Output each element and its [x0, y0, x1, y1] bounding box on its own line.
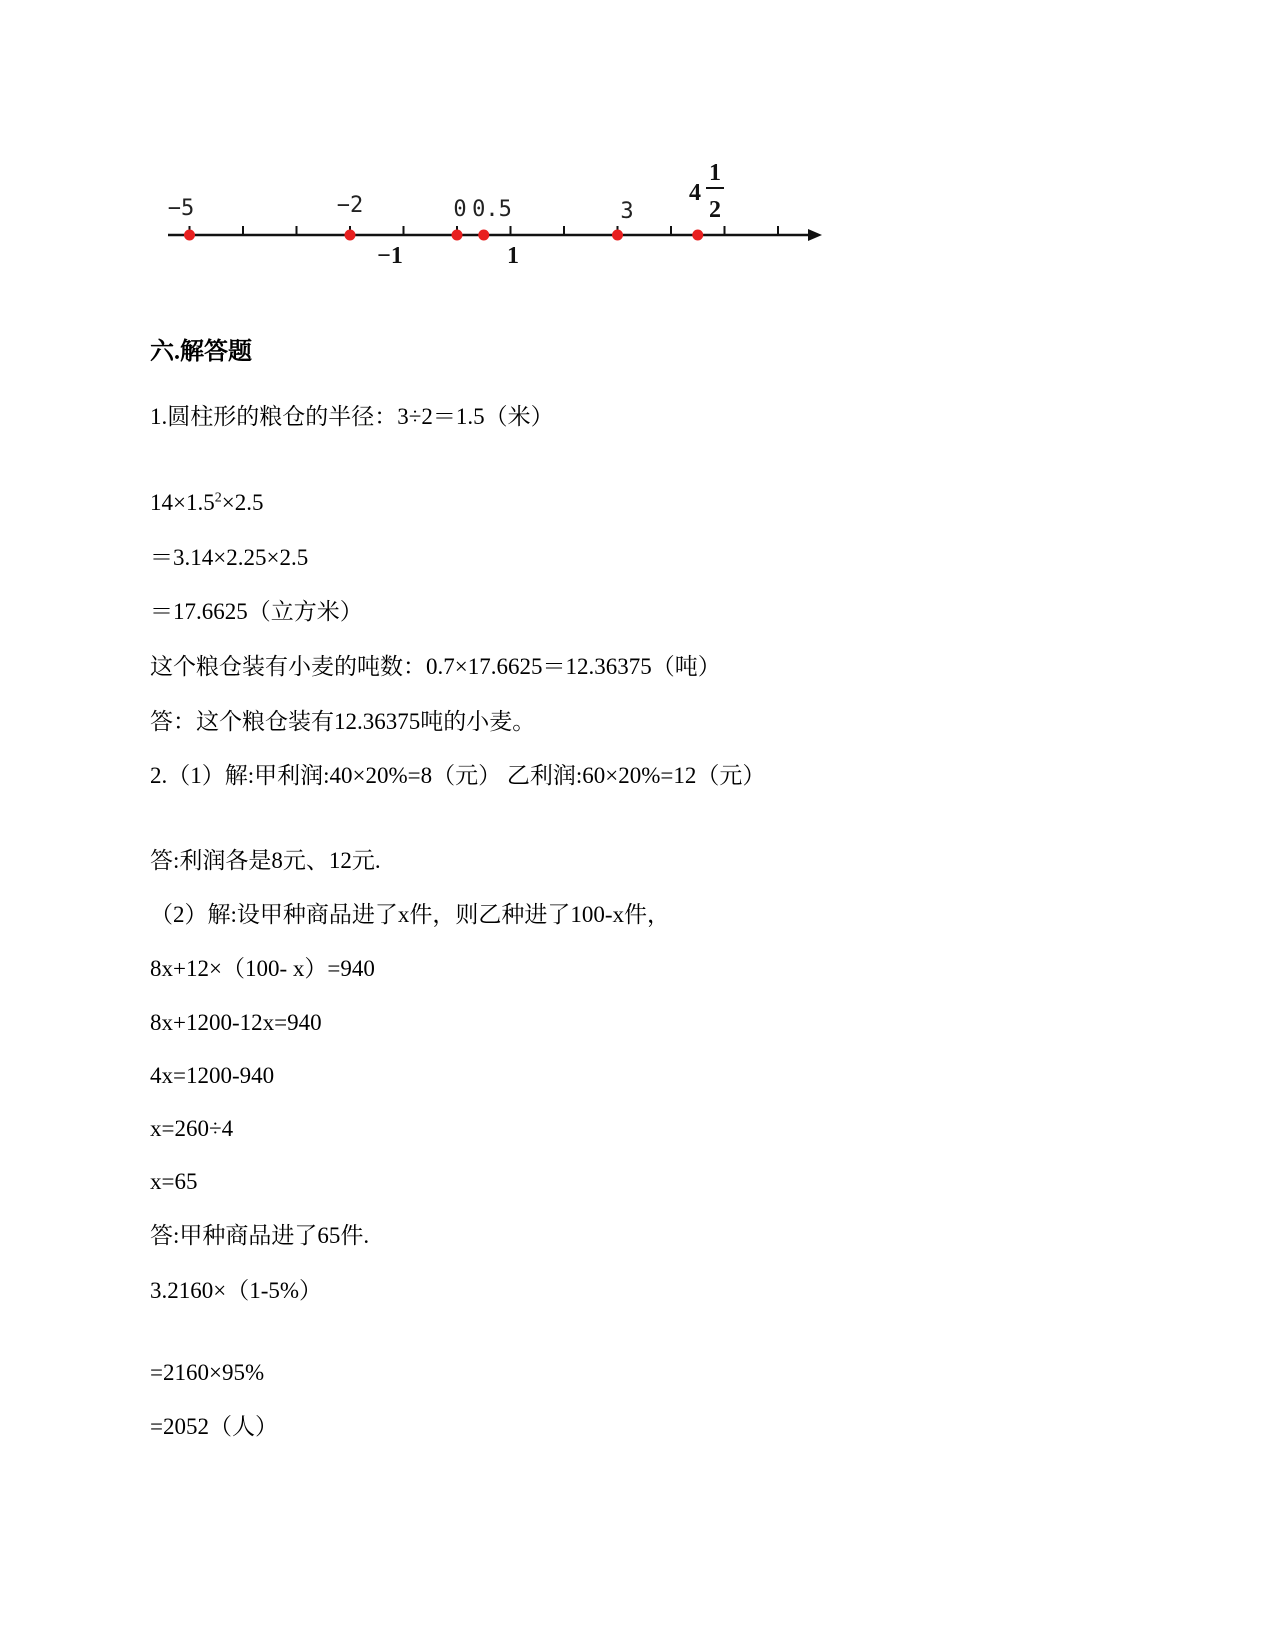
solution-line: ＝3.14×2.25×2.5 — [150, 545, 309, 570]
solution-line: 3.2160×（1-5%） — [150, 1278, 323, 1303]
label-3: 3 — [620, 199, 634, 224]
label-1: 1 — [507, 243, 519, 269]
solution-line: 8x+1200-12x=940 — [150, 1010, 322, 1035]
expr-part: 14×1.5 — [150, 490, 215, 515]
number-line-point — [345, 230, 356, 241]
label-minus-2: −2 — [336, 193, 364, 218]
mixed-number-whole: 4 — [689, 180, 701, 206]
label-minus-1: −1 — [377, 243, 403, 269]
answer-line: 答:甲种商品进了65件. — [150, 1223, 370, 1248]
mixed-number-denominator: 2 — [709, 197, 721, 223]
solution-line: （2）解:设甲种商品进了x件，则乙种进了100-x件， — [150, 902, 671, 927]
answer-line: 答:利润各是8元、12元. — [150, 848, 381, 873]
solution-line — [150, 488, 263, 518]
label-0-5: 0.5 — [472, 197, 512, 222]
expr-part: ×2.5 — [221, 490, 264, 515]
solution-line: 这个粮仓装有小麦的吨数：0.7×17.6625＝12.36375（吨） — [150, 654, 721, 679]
answer-line: 答：这个粮仓装有12.36375吨的小麦。 — [150, 709, 536, 734]
label-minus-5: −5 — [167, 196, 195, 221]
label-4-and-half — [689, 160, 724, 223]
solution-line: x=65 — [150, 1169, 198, 1194]
solution-line: 2.（1）解:甲利润:40×20%=8（元） 乙利润:60×20%=12（元） — [150, 763, 766, 788]
label-0: 0 — [453, 197, 467, 222]
solution-line: =2160×95% — [150, 1360, 265, 1385]
solution-line: 8x+12×（100- x）=940 — [150, 956, 375, 981]
solution-line: x=260÷4 — [150, 1116, 234, 1141]
number-line-point — [612, 230, 623, 241]
solution-line: =2052（人） — [150, 1414, 278, 1439]
number-line-point — [478, 230, 489, 241]
solution-line: 4x=1200-940 — [150, 1063, 275, 1088]
mixed-number-numerator: 1 — [709, 160, 721, 186]
number-line-point — [452, 230, 463, 241]
superscript: 2 — [214, 490, 222, 506]
number-line-point — [692, 230, 703, 241]
solution-line: ＝17.6625（立方米） — [150, 599, 363, 624]
solution-line: 1.圆柱形的粮仓的半径：3÷2＝1.5（米） — [150, 404, 554, 429]
number-line-point — [184, 230, 195, 241]
number-line-figure — [0, 0, 1275, 280]
section-title: 六.解答题 — [150, 339, 252, 365]
